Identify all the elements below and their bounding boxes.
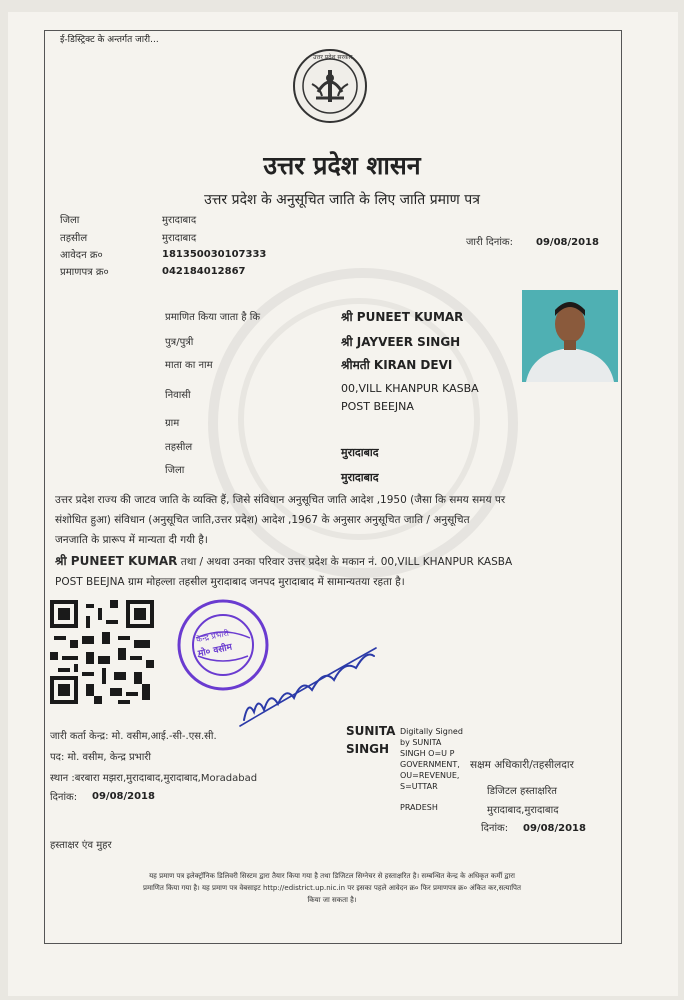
caste-paragraph-line-2: संशोधित हुआ) संविधान (अनुसूचित जाति,उत्तर प्रदेश) आदेश ,1967 के अनुसार अनुसूचित जाति / अनुसूचित bbox=[55, 514, 470, 526]
digital-signature-detail: Digitally Signed bbox=[400, 727, 463, 736]
issuer-center: जारी कर्ता केन्द्र: मो. वसीम,आई.-सी-.एस.सी. bbox=[50, 731, 217, 742]
authority-title: सक्षम अधिकारी/तहसीलदार bbox=[470, 759, 574, 771]
footer-line-1: यह प्रमाण पत्र इलेक्ट्रॉनिक डिलिवरी सिस्टम द्वारा तैयार किया गया है तथा डिजिटल सिग्नेचर से हस्ताक्षरित है। सम्बन्धित केन्द्र के अधिकृत कर्मी द्वारा bbox=[149, 872, 515, 880]
header-note: ई-डिस्ट्रिक्ट के अन्तर्गत जारी... bbox=[60, 35, 159, 45]
digital-signature-detail: by SUNITA bbox=[400, 738, 442, 747]
issuer-date-value: 09/08/2018 bbox=[92, 791, 155, 802]
authority-date-value: 09/08/2018 bbox=[523, 823, 586, 834]
address-line-1: 00,VILL KHANPUR KASBA bbox=[341, 382, 479, 395]
qr-code-icon bbox=[50, 600, 154, 704]
residence-paragraph-name: श्री PUNEET KUMAR bbox=[55, 554, 178, 568]
applicant-photo bbox=[522, 290, 618, 382]
certified-label: प्रमाणित किया जाता है कि bbox=[165, 312, 261, 323]
details-tehsil-label: तहसील bbox=[165, 442, 193, 453]
authority-date-label: दिनांक: bbox=[481, 823, 509, 834]
residence-paragraph-line-2: POST BEEJNA ग्राम मोहल्ला तहसील मुरादाबाद जनपद मुरादाबाद में सामान्यतया रहता है। bbox=[55, 576, 405, 588]
meta-application-label: आवेदन क्र० bbox=[60, 250, 103, 261]
signature-stamp-label: हस्ताक्षर एंव मुहर bbox=[50, 840, 112, 851]
meta-application-value: 181350030107333 bbox=[162, 249, 267, 260]
details-district-value: मुरादाबाद bbox=[341, 471, 379, 484]
issue-date-label: जारी दिनांक: bbox=[466, 237, 513, 248]
digital-signer-name-line-1: SUNITA bbox=[346, 724, 396, 738]
issuer-place: स्थान :बरबारा मझरा,मुरादाबाद,मुरादाबाद,Moradabad bbox=[50, 773, 258, 784]
resident-label: निवासी bbox=[165, 390, 191, 401]
meta-district-value: मुरादाबाद bbox=[162, 215, 197, 226]
caste-paragraph-line-3: जनजाति के प्रारूप में मान्यता दी गयी है। bbox=[55, 534, 208, 546]
address-line-2: POST BEEJNA bbox=[341, 400, 414, 413]
issue-date-value: 09/08/2018 bbox=[536, 237, 599, 248]
digital-signature-detail: SINGH O=U P bbox=[400, 749, 455, 758]
authority-place: मुरादाबाद,मुरादाबाद bbox=[487, 805, 559, 816]
issuer-post: पद: मो. वसीम, केन्द्र प्रभारी bbox=[50, 752, 151, 763]
details-district-label: जिला bbox=[165, 465, 185, 476]
village-label: ग्राम bbox=[165, 418, 180, 429]
meta-tehsil-label: तहसील bbox=[60, 233, 88, 244]
meta-certificate-value: 042184012867 bbox=[162, 266, 246, 277]
meta-certificate-label: प्रमाणपत्र क्र० bbox=[60, 267, 109, 278]
seal-inner-bottom: मो० वसीम bbox=[197, 642, 233, 660]
mother-name: श्रीमती KIRAN DEVI bbox=[341, 358, 453, 372]
residence-paragraph-line-1 bbox=[55, 551, 512, 572]
emblem-caption: उत्तर प्रदेश सरकार bbox=[313, 54, 353, 61]
digital-signature-detail: OU=REVENUE, bbox=[400, 771, 460, 780]
document-subtitle: उत्तर प्रदेश के अनुसूचित जाति के लिए जाति प्रमाण पत्र bbox=[204, 192, 480, 208]
footer-note bbox=[52, 870, 612, 906]
caste-paragraph bbox=[55, 490, 505, 550]
digital-signer-name-line-2: SINGH bbox=[346, 742, 390, 756]
parent-label: पुत्र/पुत्री bbox=[165, 337, 194, 348]
person-photo-icon bbox=[522, 290, 618, 382]
document-title: उत्तर प्रदेश शासन bbox=[263, 151, 421, 180]
footer-line-3: किया जा सकता है। bbox=[307, 896, 357, 904]
handwritten-signature-icon bbox=[234, 620, 384, 730]
mother-label: माता का नाम bbox=[165, 360, 213, 371]
digital-signature-detail: GOVERNMENT, bbox=[400, 760, 460, 769]
footer-line-2: प्रमाणित किया गया है। यह प्रमाण पत्र वेबसाइट http://edistrict.up.nic.in पर इसका पहले आवेदन क्र० फिर प्रमाणपत्र क्र० अंकित कर,सत्यापित bbox=[143, 884, 521, 892]
issuer-date-label: दिनांक: bbox=[50, 792, 78, 803]
authority-digital-sign-label: डिजिटल हस्ताक्षरित bbox=[487, 786, 557, 797]
digital-signature-details bbox=[400, 726, 463, 813]
caste-paragraph-line-1: उत्तर प्रदेश राज्य की जाटव जाति के व्यक्ति हैं, जिसे संविधान अनुसूचित जाति आदेश ,1950 (जैसा कि समय समय पर bbox=[55, 494, 506, 506]
residence-paragraph bbox=[55, 551, 512, 592]
details-tehsil-value: मुरादाबाद bbox=[341, 446, 379, 459]
seal-inner-top: केन्द्र प्रभारी bbox=[195, 628, 230, 645]
residence-paragraph-line-1-rest: तथा / अथवा उनका परिवार उत्तर प्रदेश के मकान नं. 00,VILL KHANPUR KASBA bbox=[180, 556, 513, 568]
applicant-name: श्री PUNEET KUMAR bbox=[341, 310, 464, 324]
meta-tehsil-value: मुरादाबाद bbox=[162, 233, 197, 244]
digital-signature-detail: S=UTTAR bbox=[400, 782, 438, 791]
parent-name: श्री JAYVEER SINGH bbox=[341, 335, 461, 349]
meta-district-label: जिला bbox=[60, 215, 80, 226]
digital-signature-detail: PRADESH bbox=[400, 803, 438, 812]
